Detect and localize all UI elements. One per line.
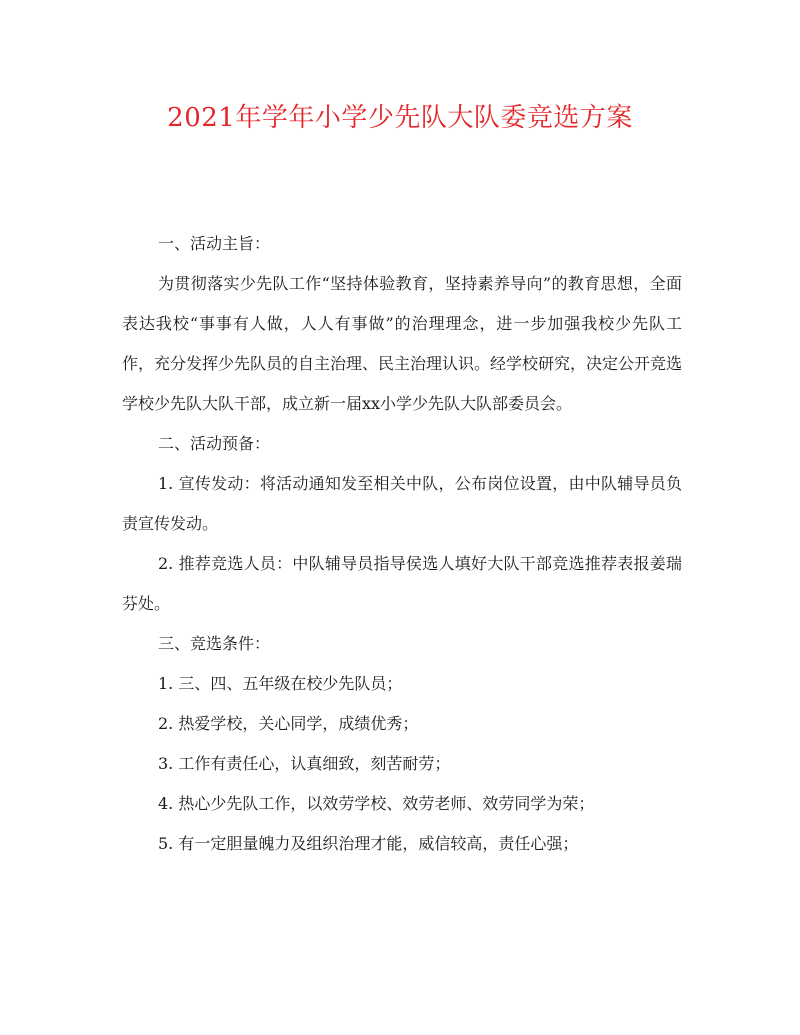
condition-item-5: 5. 有一定胆量魄力及组织治理才能，威信较高，责任心强；	[158, 834, 579, 853]
section-heading-conditions: 三、竞选条件：	[158, 634, 271, 653]
condition-item-2: 2. 热爱学校，关心同学，成绩优秀；	[158, 714, 419, 733]
paragraph-purpose: 为贯彻落实少先队工作“坚持体验教育，坚持素养导向”的教育思想，全面表达我校“事事有人做，人人有事做”的治理理念，进一步加强我校少先队工作，充分发挥少先队员的自主治理、民主治理认识。经学校研究，决定公开竞选学校少先队大队干部，成立新一届xx小学少先队大队部委员会。	[122, 274, 683, 413]
condition-item-4: 4. 热心少先队工作，以效劳学校、效劳老师、效劳同学为荣；	[158, 794, 595, 813]
section-heading-purpose: 一、活动主旨：	[158, 234, 271, 253]
document-title: 2021年学年小学少先队大队委竞选方案	[167, 103, 633, 133]
document-body	[122, 224, 682, 864]
section-heading-preparation: 二、活动预备：	[158, 434, 271, 453]
paragraph-preparation-1: 1. 宣传发动：将活动通知发至相关中队，公布岗位设置，由中队辅导员负责宣传发动。	[122, 474, 682, 533]
paragraph-preparation-2: 2. 推荐竞选人员：中队辅导员指导侯选人填好大队干部竞选推荐表报姜瑞芬处。	[122, 554, 682, 613]
condition-item-1: 1. 三、四、五年级在校少先队员；	[158, 674, 403, 693]
condition-item-3: 3. 工作有责任心，认真细致，刻苦耐劳；	[158, 754, 451, 773]
